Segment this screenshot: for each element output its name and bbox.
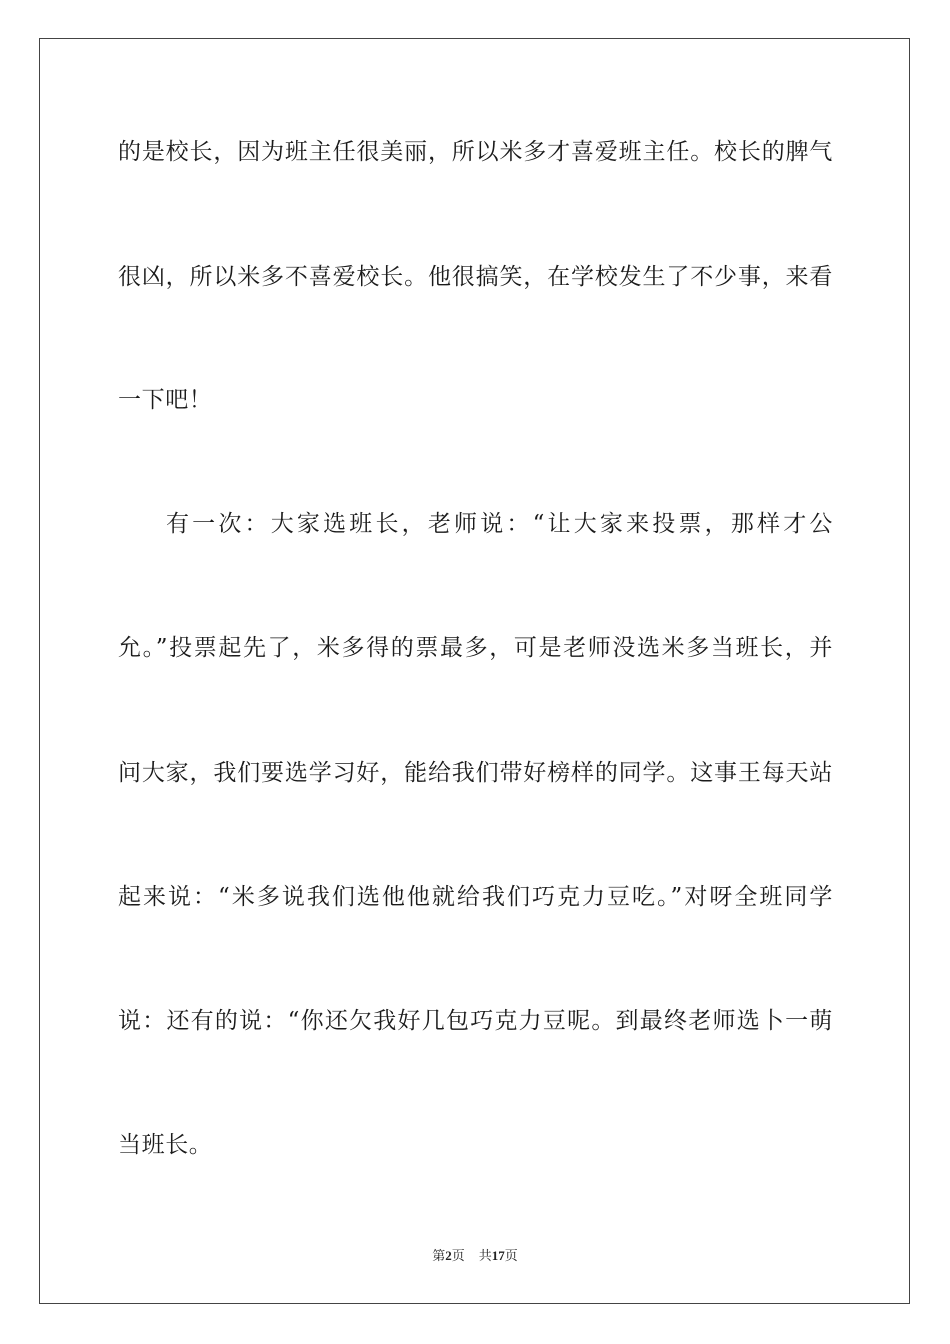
body-text-line-4: 有一次：大家选班长，老师说：“让大家来投票，那样才公 [166,511,833,537]
body-text-line-7: 起来说：“米多说我们选他他就给我们巧克力豆吃。”对呀全班同学 [118,884,833,910]
footer-total-pages: 17 [491,1248,505,1263]
footer-page-prefix: 第 [432,1248,446,1263]
footer-page-suffix: 页 [451,1248,465,1263]
footer-total-prefix: 共 [478,1248,492,1263]
body-text-line-3: 一下吧！ [118,387,213,413]
page-footer [0,1247,950,1265]
body-text-line-5: 允。”投票起先了，米多得的票最多，可是老师没选米多当班长，并 [118,635,833,661]
body-text-line-6: 问大家，我们要选学习好，能给我们带好榜样的同学。这事王每天站 [118,760,833,786]
page-border [39,38,910,1304]
body-text-line-2: 很凶，所以米多不喜爱校长。他很搞笑，在学校发生了不少事，来看 [118,264,833,290]
body-text-line-8: 说：还有的说：“你还欠我好几包巧克力豆呢。到最终老师选卜一萌 [118,1008,833,1034]
footer-page-number: 2 [445,1248,452,1263]
body-text-line-1: 的是校长，因为班主任很美丽，所以米多才喜爱班主任。校长的脾气 [118,139,833,165]
footer-total-suffix: 页 [504,1248,518,1263]
body-text-line-9: 当班长。 [118,1132,213,1158]
